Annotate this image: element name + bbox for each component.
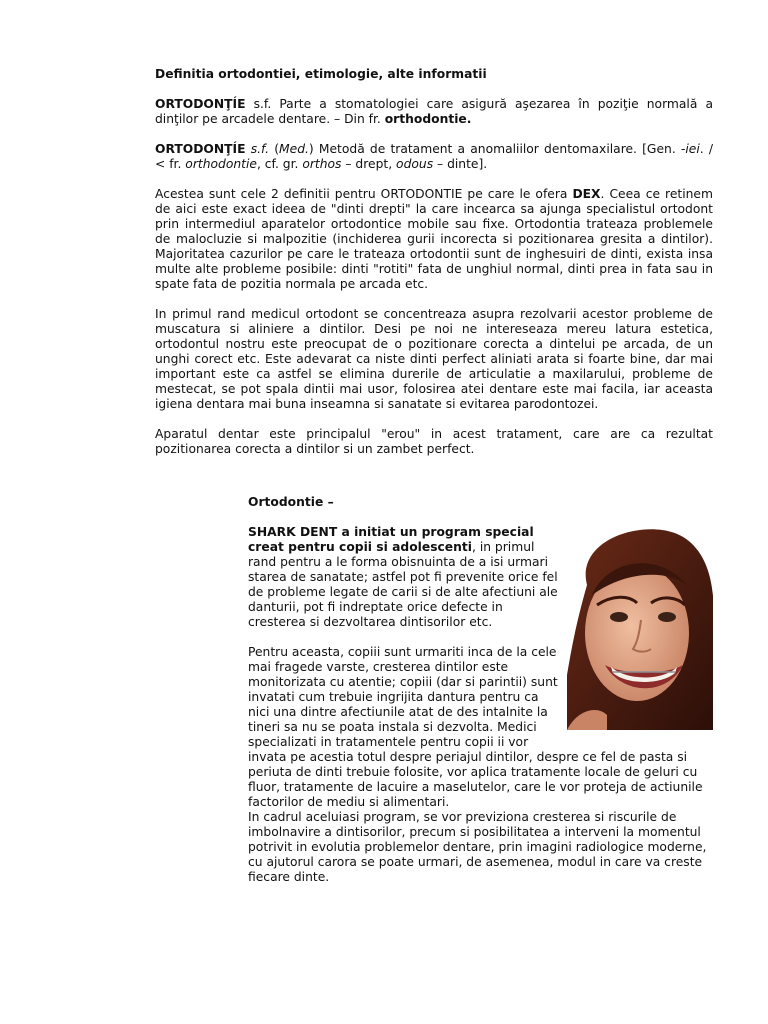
section-highlight: SHARK DENT a initiat un program special creat pentru copii si adolescenti — [248, 525, 534, 554]
section-paragraph-2: Pentru aceasta, copiii sunt urmariti inca de la cele mai fragede varste, cresterea dintilor este monitorizata cu atentie; copiii (dar si parintii) sunt invatati cum trebuie ingrijita dantura pentru ca nici una dintre afectiunile atat de des intalnite la tineri sa nu se poata instala si dezvolta. Medici specializati in tratamentele pentru copii ii vor invata pe acestia totul despre periajul dintilor, despre ce fel de pasta si periuta de dinti trebuie folosite, vor aplica tratamente locale de geluri cu fluor, tratamente de lacuire a maselutelor, care le vor proteja de actiunile factorilor de mediu si alimentari. — [248, 645, 703, 809]
section-paragraph-3: In cadrul aceluiasi program, se vor previziona cresterea si riscurile de imbolnavire a dintisorilor, precum si posibilitatea a interveni la momentul potrivit in evolutia problemelor dentare, prin imagini radiologice moderne, cu ajutorul carora se poate urmari, de asemenea, modul in care va creste fiecare dinte. — [248, 810, 707, 884]
definition-2-term: ORTODONŢÍE — [155, 142, 246, 156]
smiling-girl-with-braces-photo — [567, 525, 713, 730]
definition-1-term: ORTODONŢÍE — [155, 97, 246, 111]
definition-1: ORTODONŢÍE s.f. Parte a stomatologiei care asigură aşezarea în poziţie normală a dinţilor pe arcadele dentare. – Din fr. orthodontie. — [155, 97, 713, 126]
shark-dent-section — [248, 495, 713, 885]
definition-1-source: orthodontie. — [384, 112, 472, 126]
page-title: Definitia ortodontiei, etimologie, alte informatii — [155, 67, 487, 81]
section-heading: Ortodontie – — [248, 495, 334, 509]
section-paragraph-1: SHARK DENT a initiat un program special creat pentru copii si adolescenti, in primul rand pentru a le forma obisnuinta de a isi urmari starea de sanatate; astfel pot fi prevenite orice fel de probleme legate de carii si de alte afectiuni ale danturii, pot fi indreptate orice defecte in cresterea si dezvoltarea dintisorilor etc. — [248, 525, 558, 629]
paragraph-medic-ortodont: In primul rand medicul ortodont se concentreaza asupra rezolvarii acestor probleme de muscatura si aliniere a dintilor. Desi pe noi ne intereseaza mereu latura estetica, ortodontul nostru este preocupat de o pozitionare corecta a dintelui pe arcada, de un unghi corect etc. Este adevarat ca niste dinti perfect aliniati arata si foarte bine, dar mai important este ca astfel se elimina durerile de articulatie a maxilarului, probleme de mestecat, se pot spala dintii mai usor, folosirea atei dentare este mai facila, iar aceasta igiena dentara mai buna inseamna si sanatate si evitarea parodontozei. — [155, 307, 713, 411]
dex-label: DEX — [572, 187, 601, 201]
paragraph-dex: Acestea sunt cele 2 definitii pentru ORTODONTIE pe care le ofera DEX. Ceea ce retinem de aici este exact ideea de "dinti drepti" la care incearca sa ajunga specialistul ortodont prin intermediul aparatelor ortodontice mobile sau fixe. Ortodontia trateaza problemele de malocluzie si malpozitie (inchiderea gurii incorecta si pozitionarea gresita a dintilor). Majoritatea cazurilor pe care le trateaza ortodontii sunt de inghesuiri de dinti, exista insa multe alte probleme posibile: dinti "rotiti" fata de unghiul normal, dinti prea in fata sau in spate fata de pozitia normala pe arcada etc. — [155, 187, 713, 291]
document-body — [155, 67, 713, 472]
paragraph-aparat-dentar: Aparatul dentar este principalul "erou" in acest tratament, care are ca rezultat pozitionarea corecta a dintilor si un zambet perfect. — [155, 427, 713, 456]
definition-2: ORTODONŢÍE s.f. (Med.) Metodă de tratament a anomaliilor dentomaxilare. [Gen. -iei. / < fr. orthodontie, cf. gr. orthos – drept, odous – dinte]. — [155, 142, 713, 171]
